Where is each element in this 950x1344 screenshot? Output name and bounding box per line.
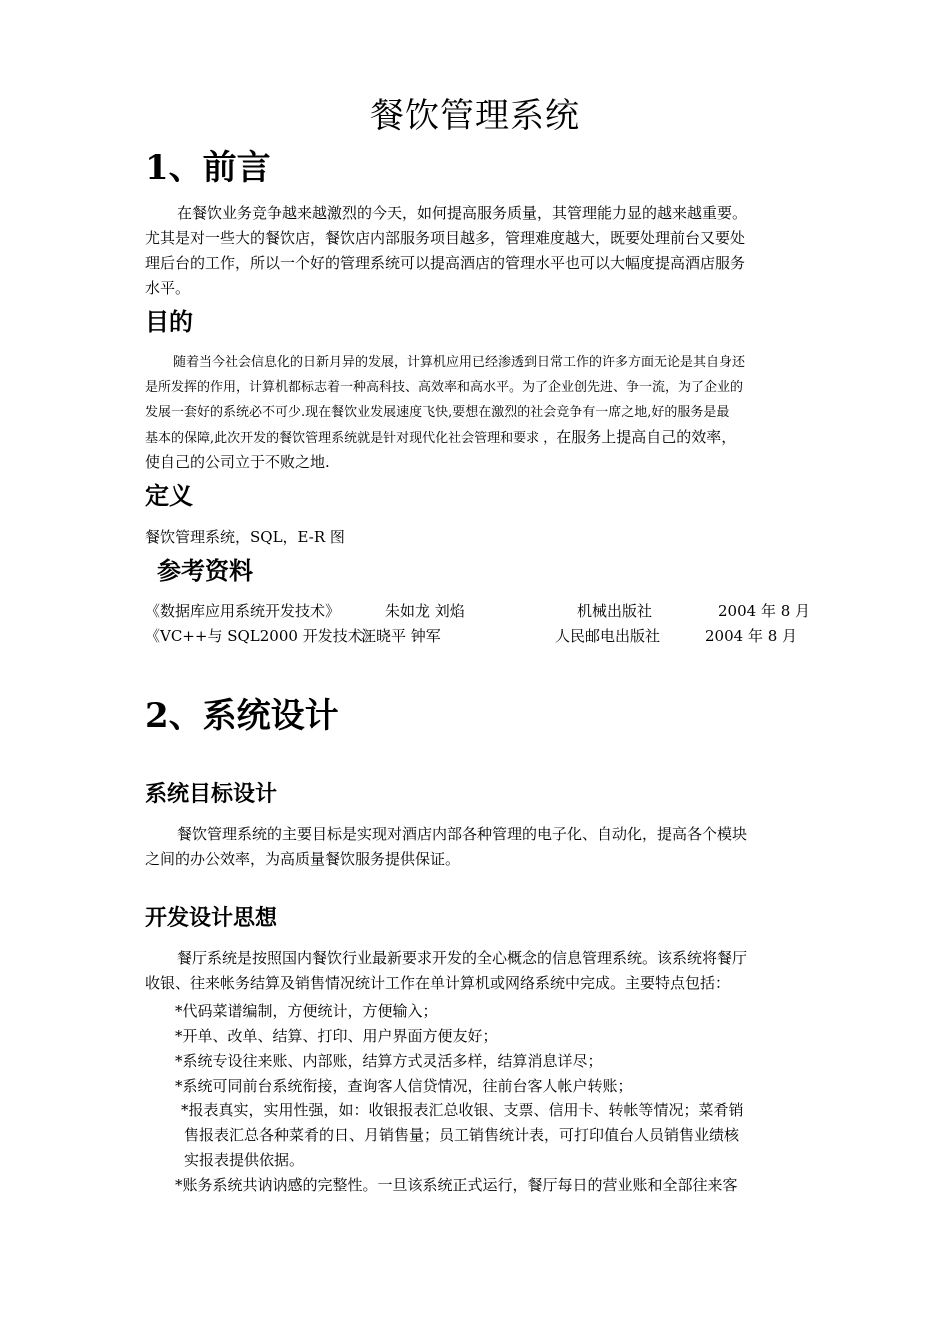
intro-line: 理后台的工作，所以一个好的管理系统可以提高酒店的管理水平也可以大幅度提高酒店服务 <box>145 254 746 272</box>
intro-paragraph <box>145 201 815 301</box>
document-title: 餐饮管理系统 <box>370 96 580 136</box>
goal-heading: 系统目标设计 <box>145 782 278 807</box>
feature-bullet: *系统专设往来账、内部账，结算方式灵活多样，结算消息详尽； <box>175 1052 603 1070</box>
feature-bullet: *账务系统共讷讷感的完整性。一旦该系统正式运行，餐厅每日的营业账和全部往来客 <box>175 1176 738 1194</box>
feature-bullet-line: *报表真实，实用性强，如：收银报表汇总收银、支票、信用卡、转帐等情况；菜肴销 <box>181 1101 744 1119</box>
definition-heading: 定义 <box>145 482 193 510</box>
intro-line: 水平。 <box>145 279 191 297</box>
references-heading: 参考资料 <box>157 557 253 585</box>
feature-bullet: *系统可同前台系统衔接，查询客人信贷情况，往前台客人帐户转账； <box>175 1077 633 1095</box>
reference-book: 《VC++与 SQL2000 开发技术》 <box>145 627 378 645</box>
purpose-line-tail: 在服务上提高自己的效率， <box>556 428 737 446</box>
idea-heading: 开发设计思想 <box>145 906 278 931</box>
reference-publisher: 人民邮电出版社 <box>555 627 661 645</box>
goal-line: 餐饮管理系统的主要目标是实现对酒店内部各种管理的电子化、自动化，提高各个模块 <box>177 825 748 843</box>
idea-line: 餐厅系统是按照国内餐饮行业最新要求开发的全心概念的信息管理系统。该系统将餐厅 <box>177 949 748 967</box>
feature-bullet-line: 实报表提供依据。 <box>184 1151 305 1169</box>
reference-row <box>145 600 825 624</box>
purpose-paragraph <box>145 350 815 473</box>
purpose-line: 是所发挥的作用，计算机都标志着一种高科技、高效率和高水平。为了企业创先进、争一流，为了企业的 <box>145 380 744 395</box>
feature-bullet: *开单、改单、结算、打印、用户界面方便友好； <box>175 1027 498 1045</box>
reference-book: 《数据库应用系统开发技术》 <box>145 602 341 620</box>
reference-authors: 朱如龙 刘焰 <box>385 602 465 620</box>
feature-bullet-multiline <box>181 1098 821 1173</box>
reference-row <box>145 625 825 649</box>
idea-line: 收银、往来帐务结算及销售情况统计工作在单计算机或网络系统中完成。主要特点包括： <box>145 974 731 992</box>
feature-bullet-line: 售报表汇总各种菜肴的日、月销售量；员工销售统计表，可打印值台人员销售业绩核 <box>184 1126 740 1144</box>
section-2-heading: 2、系统设计 <box>145 696 339 736</box>
purpose-line: 发展一套好的系统必不可少.现在餐饮业发展速度飞快,要想在激烈的社会竞争有一席之地,好的服务是最 <box>145 405 730 420</box>
section-1-heading: 1、前言 <box>145 148 271 188</box>
purpose-line: 使自己的公司立于不败之地. <box>145 453 330 471</box>
goal-line: 之间的办公效率，为高质量餐饮服务提供保证。 <box>145 850 461 868</box>
definition-text: 餐饮管理系统，SQL，E-R 图 <box>145 528 345 546</box>
goal-paragraph <box>145 822 815 872</box>
intro-line: 尤其是对一些大的餐饮店，餐饮店内部服务项目越多，管理难度越大，既要处理前台又要处 <box>145 229 746 247</box>
purpose-line: 随着当今社会信息化的日新月异的发展，计算机应用已经渗透到日常工作的许多方面无论是其自身还 <box>173 355 746 370</box>
reference-date: 2004 年 8 月 <box>718 602 811 620</box>
feature-bullet: *代码菜谱编制，方便统计，方便输入； <box>175 1002 438 1020</box>
idea-paragraph <box>145 946 815 996</box>
reference-authors: 汪晓平 钟军 <box>361 627 441 645</box>
reference-publisher: 机械出版社 <box>577 602 653 620</box>
intro-line: 在餐饮业务竞争越来越激烈的今天，如何提高服务质量，其管理能力显的越来越重要。 <box>177 204 748 222</box>
reference-date: 2004 年 8 月 <box>705 627 798 645</box>
purpose-heading: 目的 <box>145 308 193 336</box>
purpose-line: 基本的保障,此次开发的餐饮管理系统就是针对现代化社会管理和要求 ，在服务上提高自己的效率， <box>145 428 737 446</box>
